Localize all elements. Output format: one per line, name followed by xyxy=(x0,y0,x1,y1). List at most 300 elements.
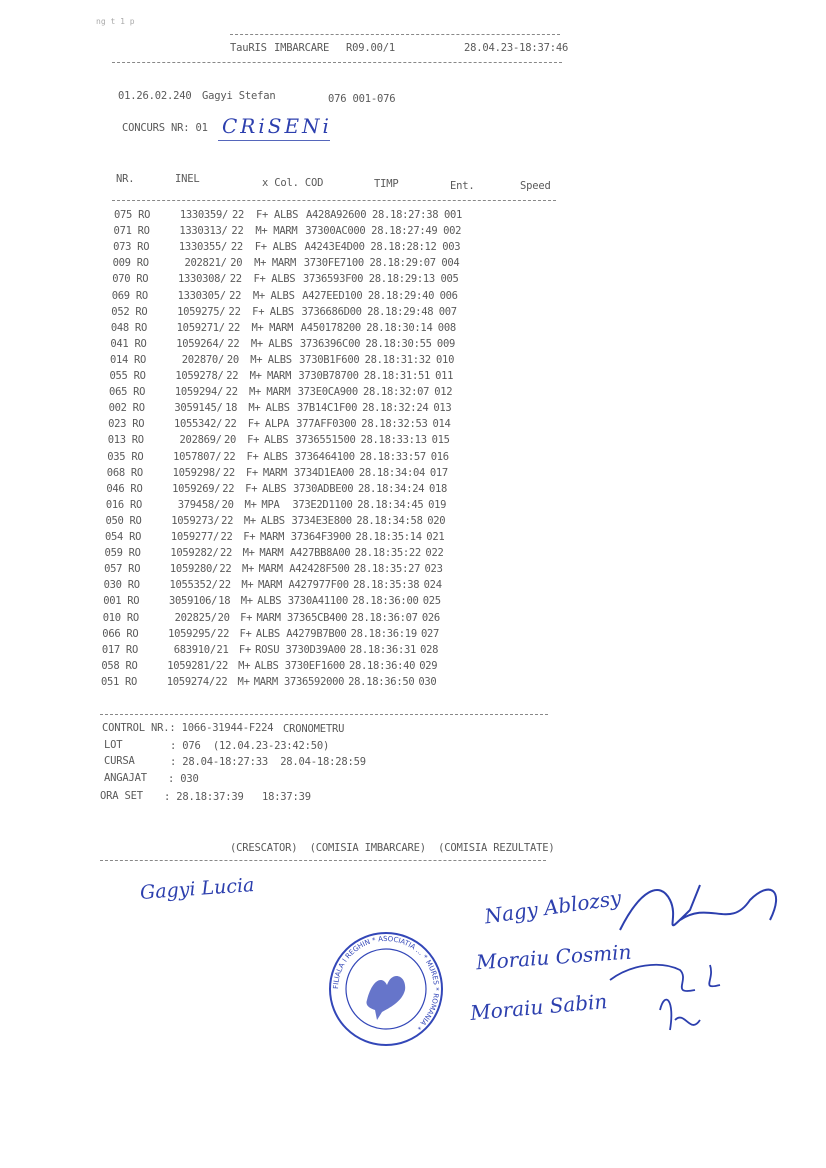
cell-time: 28.18:27:49 xyxy=(371,225,438,238)
cell-nr: 002 RO xyxy=(108,402,145,415)
cell-yr: 20 xyxy=(217,611,230,624)
cell-ent: 027 xyxy=(421,627,440,640)
cell-sx: F+ xyxy=(238,643,251,656)
cell-cod: 373E2D1100 xyxy=(292,498,353,511)
cell-yr: 22 xyxy=(222,466,235,479)
cell-ring: 683910/ xyxy=(173,643,216,656)
control-device: CRONOMETRU xyxy=(283,723,345,735)
table-row xyxy=(0,628,826,644)
control-number: CONTROL NR.: 1066-31944-F224 xyxy=(102,722,274,734)
cell-yr: 22 xyxy=(227,321,241,334)
cell-nr: 009 RO xyxy=(112,257,149,270)
cell-cod: 3730EF1600 xyxy=(284,659,345,672)
cell-ring: 202869/ xyxy=(179,434,222,447)
cell-nr: 071 RO xyxy=(113,225,150,238)
cell-ent: 005 xyxy=(440,273,459,286)
table-row xyxy=(0,451,826,467)
cell-col: MARM xyxy=(253,675,278,688)
cell-nr: 048 RO xyxy=(110,321,147,334)
cell-sx: F+ xyxy=(245,466,258,479)
cell-ent: 003 xyxy=(442,241,461,254)
table-row xyxy=(0,241,826,257)
cell-ring: 1059273/ xyxy=(171,514,220,527)
cell-sx: M+ xyxy=(244,498,257,511)
cell-ent: 011 xyxy=(435,370,454,382)
contest-label: CONCURS NR: 01 xyxy=(122,122,208,134)
cell-ent: 017 xyxy=(429,466,448,479)
table-row xyxy=(0,273,826,289)
cell-time: 28.18:34:45 xyxy=(357,498,424,511)
signatures-rule xyxy=(100,860,546,861)
cell-nr: 035 RO xyxy=(107,450,144,463)
cell-col: ALBS xyxy=(272,241,297,254)
cell-ring: 1059264/ xyxy=(176,337,225,350)
cell-col: MARM xyxy=(262,466,287,479)
cell-cod: 3736551500 xyxy=(295,434,356,447)
cell-yr: 22 xyxy=(231,225,244,238)
cell-col: ALBS xyxy=(260,514,285,527)
cell-sx: M+ xyxy=(237,675,250,688)
cell-nr: 066 RO xyxy=(102,627,139,640)
cell-col: ALBS xyxy=(271,273,296,286)
cell-col: ALBS xyxy=(270,289,295,302)
cell-time: 28.18:30:55 xyxy=(365,337,432,350)
cell-nr: 075 RO xyxy=(114,209,151,221)
cell-time: 28.18:28:12 xyxy=(370,241,437,254)
table-row xyxy=(0,257,826,273)
cell-sx: M+ xyxy=(251,321,264,334)
cell-ring: 379458/ xyxy=(177,498,220,511)
form-code: R09.00/1 xyxy=(346,42,395,54)
table-row xyxy=(0,579,826,595)
cell-time: 28.18:34:04 xyxy=(358,466,426,479)
cell-sx: F+ xyxy=(247,434,260,447)
cell-yr: 22 xyxy=(232,209,245,221)
cell-col: ALBS xyxy=(267,353,292,366)
cell-yr: 20 xyxy=(223,434,236,447)
cell-yr: 21 xyxy=(216,643,229,656)
cell-ent: 009 xyxy=(436,337,455,350)
cell-ring: 1059282/ xyxy=(170,547,219,560)
cell-sx: M+ xyxy=(249,386,262,399)
cell-ent: 030 xyxy=(418,675,437,688)
signature-name-3: Moraiu Sabin xyxy=(469,989,609,1025)
cell-sx: F+ xyxy=(240,611,253,624)
table-row xyxy=(0,644,826,660)
cell-time: 28.18:35:38 xyxy=(353,579,420,592)
cell-ring: 1059278/ xyxy=(175,370,224,382)
cell-ent: 016 xyxy=(430,450,449,463)
cell-sx: M+ xyxy=(240,595,253,608)
cell-cod: 3736464100 xyxy=(294,450,355,463)
cell-ring: 1059277/ xyxy=(170,531,219,543)
cell-yr: 18 xyxy=(225,402,238,415)
table-row xyxy=(0,290,826,306)
cell-col: MARM xyxy=(257,579,283,592)
cell-yr: 22 xyxy=(219,547,232,560)
table-row xyxy=(0,225,826,241)
cell-ring: 3059145/ xyxy=(174,402,223,415)
contest-place-handwritten: CRiSENi xyxy=(222,114,332,138)
table-row xyxy=(0,354,826,370)
cell-ent: 015 xyxy=(431,434,450,447)
cell-cod: A450178200 xyxy=(300,321,361,334)
cell-ring: 1330308/ xyxy=(178,273,227,286)
cell-sx: F+ xyxy=(254,241,267,254)
cell-cod: 37300AC000 xyxy=(305,225,366,238)
cell-cod: A427BB8A00 xyxy=(290,547,351,560)
cell-col: MARM xyxy=(266,386,291,399)
cell-yr: 22 xyxy=(226,370,239,382)
signature-crescator: Gagyi Lucia xyxy=(139,874,256,904)
cell-yr: 20 xyxy=(221,498,234,511)
cell-ent: 026 xyxy=(421,611,440,624)
table-row xyxy=(0,547,826,563)
cell-col: ALBS xyxy=(255,627,280,640)
cell-cod: A42428F500 xyxy=(289,563,350,576)
cell-nr: 046 RO xyxy=(106,482,143,495)
cell-time: 28.18:35:27 xyxy=(353,563,421,576)
cell-ent: 002 xyxy=(443,225,462,238)
stamp-ring-text: FILIALA I REGHIN * ASOCIATIA ... * MURES * ROMANIA * xyxy=(331,934,441,1032)
cell-cod: 3736592000 xyxy=(283,675,345,688)
document-title: IMBARCARE xyxy=(274,42,330,54)
cell-cod: 377AFF0300 xyxy=(296,418,357,431)
cell-ring: 202821/ xyxy=(184,257,227,270)
cell-sx: F+ xyxy=(247,418,260,431)
cell-time: 28.18:36:31 xyxy=(349,643,417,656)
cell-yr: 22 xyxy=(217,627,230,640)
cell-yr: 20 xyxy=(230,257,243,270)
cell-cod: 3730FE7100 xyxy=(303,257,364,270)
cell-col: ALBS xyxy=(268,337,293,350)
cell-col: MARM xyxy=(258,563,283,576)
cell-ent: 010 xyxy=(436,353,455,366)
header-top-rule xyxy=(230,34,560,35)
cell-nr: 070 RO xyxy=(112,273,149,286)
cell-ent: 008 xyxy=(437,321,456,334)
cell-yr: 22 xyxy=(215,659,228,672)
cell-col: ALBS xyxy=(254,659,279,672)
cell-ent: 001 xyxy=(444,209,463,221)
angajat-label: ANGAJAT xyxy=(104,772,147,784)
cell-ent: 021 xyxy=(426,531,445,543)
cell-yr: 22 xyxy=(218,579,231,592)
cell-yr: 22 xyxy=(230,241,243,254)
cell-nr: 023 RO xyxy=(108,418,145,431)
cell-sx: M+ xyxy=(242,563,255,576)
cell-ent: 024 xyxy=(423,579,442,592)
lot-label: LOT xyxy=(104,739,123,751)
cell-time: 28.18:30:14 xyxy=(366,321,433,334)
cell-col: ALBS xyxy=(263,450,288,463)
cell-yr: 20 xyxy=(226,353,239,366)
ora-set-label: ORA SET xyxy=(100,790,143,802)
print-datetime: 28.04.23-18:37:46 xyxy=(464,42,569,54)
system-name: TauRIS xyxy=(230,42,267,54)
cell-ent: 013 xyxy=(433,402,452,415)
cell-ring: 1055342/ xyxy=(173,418,223,431)
cell-sx: F+ xyxy=(246,450,259,463)
cell-time: 28.18:32:24 xyxy=(362,402,429,415)
header-bottom-rule xyxy=(112,62,562,63)
signatures-caption: (CRESCATOR) (COMISIA IMBARCARE) (COMISIA REZULTATE) xyxy=(230,842,555,854)
cell-ring: 3059106/ xyxy=(169,595,218,608)
owner-name: Gagyi Stefan xyxy=(202,90,276,102)
cell-nr: 065 RO xyxy=(109,386,146,399)
cell-ent: 004 xyxy=(441,257,460,270)
cell-nr: 059 RO xyxy=(104,547,141,560)
cell-sx: F+ xyxy=(252,305,265,318)
cell-cod: 3736396C00 xyxy=(299,337,361,350)
table-row xyxy=(0,467,826,483)
table-row xyxy=(0,338,826,354)
cell-time: 28.18:27:38 xyxy=(372,209,439,221)
cell-sx: M+ xyxy=(250,353,263,366)
cell-cod: 373E0CA900 xyxy=(297,386,358,399)
cell-yr: 22 xyxy=(223,450,236,463)
cell-col: ALBS xyxy=(264,434,289,447)
cell-sx: F+ xyxy=(256,209,269,221)
cell-col: ALBS xyxy=(274,209,299,221)
col-speed: Speed xyxy=(520,180,551,192)
cell-sx: F+ xyxy=(245,482,258,495)
cell-time: 28.18:29:13 xyxy=(368,273,435,286)
cell-col: ALPA xyxy=(264,418,290,431)
cell-col: MARM xyxy=(273,225,298,238)
lot-value: : 076 (12.04.23-23:42:50) xyxy=(170,740,330,752)
cell-nr: 050 RO xyxy=(105,514,142,527)
cell-time: 28.18:31:51 xyxy=(363,370,431,382)
cell-yr: 22 xyxy=(225,386,238,399)
cell-time: 28.18:34:24 xyxy=(358,482,425,495)
signature-name-1: Nagy Ablozsy xyxy=(482,885,623,929)
cell-cod: A427977F00 xyxy=(288,579,349,592)
cell-cod: 3730D39A00 xyxy=(285,643,346,656)
cell-ring: 1330305/ xyxy=(177,289,226,302)
table-header-rule xyxy=(112,200,556,201)
table-row xyxy=(0,499,826,515)
cell-sx: M+ xyxy=(242,547,255,560)
cell-nr: 041 RO xyxy=(110,337,147,350)
table-row xyxy=(0,563,826,579)
cell-ring: 1059294/ xyxy=(174,386,224,399)
cell-nr: 017 RO xyxy=(101,643,138,656)
cell-col: ALBS xyxy=(265,402,290,415)
cell-col: MARM xyxy=(271,257,296,270)
cell-cod: 3730B1F600 xyxy=(299,353,360,366)
cell-col: MARM xyxy=(260,531,285,543)
table-row xyxy=(0,531,826,547)
cell-ring: 1330355/ xyxy=(178,241,228,254)
cell-sx: M+ xyxy=(241,579,254,592)
cell-ent: 020 xyxy=(427,514,446,527)
table-bottom-rule xyxy=(100,714,548,715)
cell-cod: 3730ADBE00 xyxy=(293,482,354,495)
cursa-label: CURSA xyxy=(104,755,135,767)
cell-yr: 22 xyxy=(229,289,242,302)
cell-time: 28.18:36:07 xyxy=(351,611,418,624)
cell-ring: 202825/ xyxy=(174,611,217,624)
cell-yr: 22 xyxy=(219,563,232,576)
cell-yr: 22 xyxy=(220,531,233,543)
table-row xyxy=(0,515,826,531)
cell-cod: 37365CB400 xyxy=(286,611,348,624)
cell-sx: M+ xyxy=(249,370,262,382)
table-row xyxy=(0,306,826,322)
col-ent: Ent. xyxy=(450,180,475,192)
cell-yr: 22 xyxy=(229,273,242,286)
cell-ent: 028 xyxy=(420,643,439,656)
table-row xyxy=(0,386,826,402)
cell-col: MARM xyxy=(256,611,281,624)
table-row xyxy=(0,434,826,450)
cell-time: 28.18:31:32 xyxy=(364,353,431,366)
table-row xyxy=(0,660,826,676)
cell-time: 28.18:34:58 xyxy=(356,514,423,527)
table-row xyxy=(0,612,826,628)
col-timp: TIMP xyxy=(374,178,399,190)
cell-ent: 012 xyxy=(434,386,453,399)
cell-time: 28.18:36:50 xyxy=(348,675,415,688)
cell-ring: 1059275/ xyxy=(177,305,226,318)
cell-sx: F+ xyxy=(243,531,256,543)
cell-nr: 073 RO xyxy=(113,241,150,254)
table-row xyxy=(0,418,826,434)
cell-col: MARM xyxy=(269,321,294,334)
cell-col: ALBS xyxy=(269,305,294,318)
cell-ent: 018 xyxy=(428,482,448,495)
cell-time: 28.18:33:13 xyxy=(360,434,427,447)
cell-time: 28.18:35:14 xyxy=(355,531,422,543)
cell-ent: 007 xyxy=(438,305,457,318)
cell-ent: 023 xyxy=(424,563,443,576)
cell-time: 28.18:33:57 xyxy=(359,450,426,463)
cell-cod: A4243E4D00 xyxy=(304,241,365,254)
cell-nr: 010 RO xyxy=(102,611,139,624)
cell-ring: 1059281/ xyxy=(167,659,216,672)
owner-id: 01.26.02.240 xyxy=(118,90,192,102)
cell-time: 28.18:29:07 xyxy=(369,257,436,270)
cell-cod: 37364F3900 xyxy=(290,531,351,543)
cell-nr: 054 RO xyxy=(105,531,142,543)
cell-ring: 1059298/ xyxy=(172,466,221,479)
table-row xyxy=(0,595,826,611)
cell-ring: 1059274/ xyxy=(166,675,215,688)
cell-cod: 3734E3E800 xyxy=(291,514,352,527)
cell-ent: 006 xyxy=(439,289,458,302)
table-row xyxy=(0,483,826,499)
cell-yr: 22 xyxy=(221,514,234,527)
col-col-cod: x Col. COD xyxy=(262,177,324,189)
cell-nr: 069 RO xyxy=(111,289,148,302)
cell-ent: 029 xyxy=(419,659,438,672)
cell-sx: M+ xyxy=(254,257,267,270)
cell-col: ALBS xyxy=(257,595,282,608)
cell-yr: 22 xyxy=(222,482,235,495)
cell-yr: 22 xyxy=(227,337,240,350)
col-inel: INEL xyxy=(175,173,200,185)
col-nr: NR. xyxy=(116,173,135,185)
cell-nr: 013 RO xyxy=(107,434,144,447)
cell-ring: 1330359/ xyxy=(179,209,228,221)
cell-ring: 1059280/ xyxy=(169,563,219,576)
cell-ent: 014 xyxy=(432,418,451,431)
cell-sx: M+ xyxy=(255,225,268,238)
cell-ent: 022 xyxy=(425,547,444,560)
cell-yr: 22 xyxy=(215,675,228,688)
cell-yr: 18 xyxy=(218,595,231,608)
cell-nr: 055 RO xyxy=(109,370,146,382)
cell-col: MARM xyxy=(259,547,284,560)
cell-cod: 3730A41100 xyxy=(287,595,348,608)
cell-sx: F+ xyxy=(253,273,266,286)
cell-ring: 1330313/ xyxy=(179,225,228,238)
cell-nr: 001 RO xyxy=(103,595,140,608)
cell-cod: A427EED100 xyxy=(302,289,363,302)
cell-time: 28.18:36:40 xyxy=(348,659,416,672)
signature-scribbles xyxy=(600,870,800,1050)
cell-time: 28.18:36:00 xyxy=(352,595,419,608)
corner-mark: ng t 1 p xyxy=(96,17,135,26)
angajat-value: : 030 xyxy=(168,773,199,785)
table-row xyxy=(0,209,826,225)
cell-ring: 202870/ xyxy=(181,353,224,366)
cell-time: 28.18:32:07 xyxy=(362,386,430,399)
cell-ring: 1057807/ xyxy=(173,450,222,463)
table-row xyxy=(0,402,826,418)
contest-place-underline xyxy=(218,140,330,141)
cell-nr: 068 RO xyxy=(106,466,143,479)
cell-cod: A4279B7B00 xyxy=(286,627,347,640)
cell-ent: 019 xyxy=(428,498,447,511)
cell-sx: M+ xyxy=(248,402,261,415)
cell-cod: 37B14C1F00 xyxy=(296,402,358,415)
cell-nr: 014 RO xyxy=(109,353,147,366)
cell-time: 28.18:36:19 xyxy=(350,627,417,640)
cell-sx: F+ xyxy=(239,627,252,640)
cell-yr: 22 xyxy=(224,418,237,431)
cell-yr: 22 xyxy=(228,305,241,318)
cell-nr: 016 RO xyxy=(105,498,143,511)
cell-sx: M+ xyxy=(238,659,251,672)
cell-cod: 3736593F00 xyxy=(302,273,364,286)
cell-col: ALBS xyxy=(262,482,287,495)
cell-ring: 1055352/ xyxy=(169,579,218,592)
cell-ent: 025 xyxy=(422,595,441,608)
cell-cod: A428A92600 xyxy=(306,209,367,221)
cell-cod: 3736686D00 xyxy=(301,305,362,318)
cell-col: MARM xyxy=(267,370,292,382)
table-row xyxy=(0,676,826,692)
cell-ring: 1059271/ xyxy=(176,321,225,334)
cell-nr: 052 RO xyxy=(111,305,148,318)
cell-time: 28.18:35:22 xyxy=(354,547,421,560)
cursa-value: : 28.04-18:27:33 28.04-18:28:59 xyxy=(170,756,366,768)
cell-sx: M+ xyxy=(250,337,263,350)
cell-col: ROSU xyxy=(255,643,280,656)
cell-sx: M+ xyxy=(243,514,256,527)
cell-ring: 1059295/ xyxy=(168,627,217,640)
cell-sx: M+ xyxy=(252,289,265,302)
cell-col: MPA xyxy=(261,498,280,511)
owner-range: 076 001-076 xyxy=(328,93,396,105)
ora-set-value: : 28.18:37:39 18:37:39 xyxy=(164,791,311,803)
table-row xyxy=(0,370,826,386)
association-stamp xyxy=(327,930,445,1048)
cell-time: 28.18:32:53 xyxy=(361,418,428,431)
cell-nr: 057 RO xyxy=(104,563,141,576)
